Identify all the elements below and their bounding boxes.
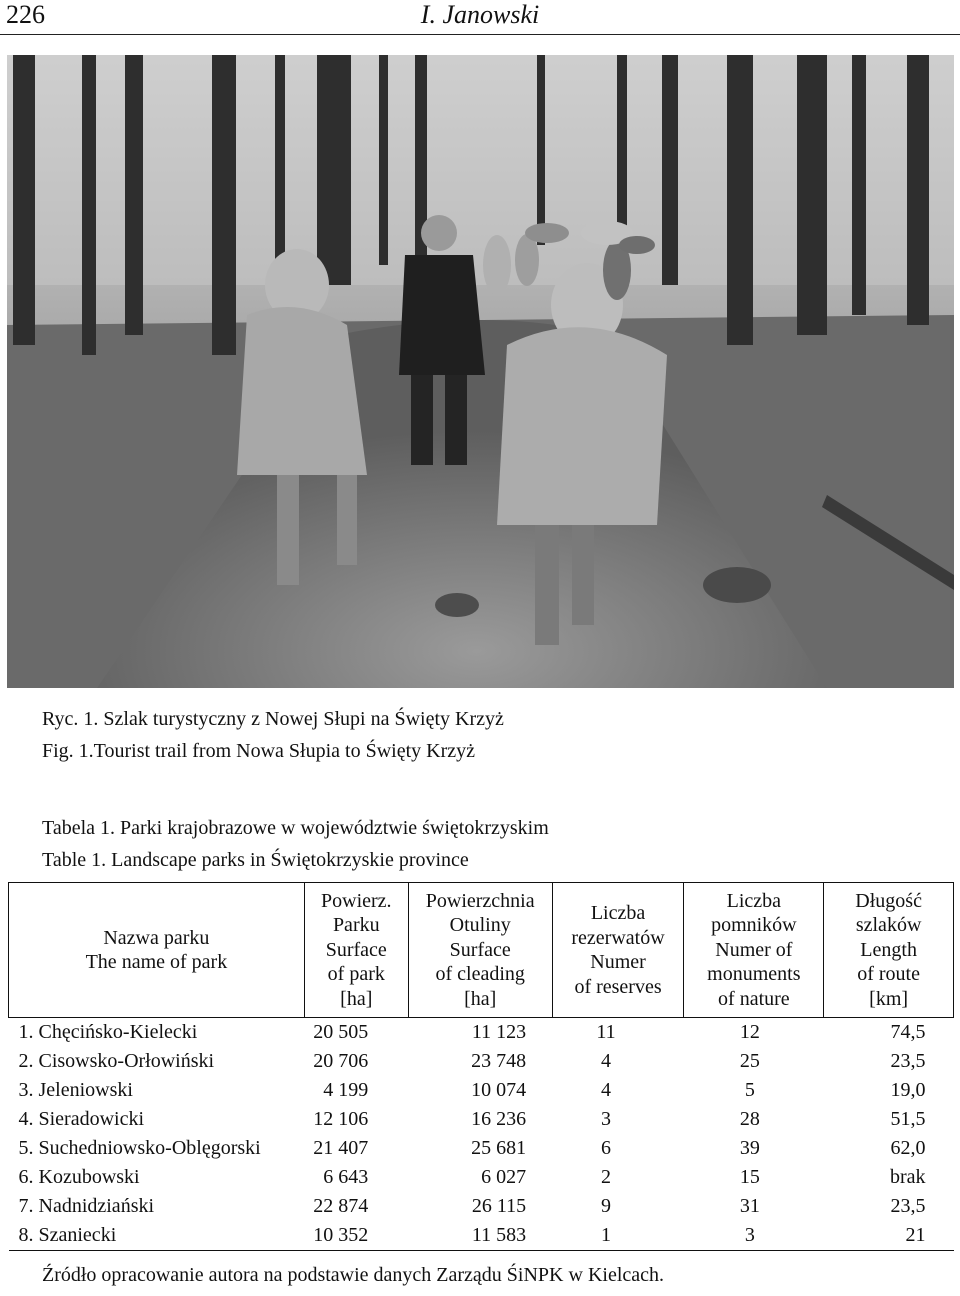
cell-monuments: 12	[739, 1021, 760, 1043]
cell-park-name: 1. Chęcińsko-Kielecki	[18, 1021, 198, 1043]
cell-monuments: 39	[739, 1137, 760, 1159]
cell-route-length: brak	[889, 1166, 926, 1188]
cell-reserves: 2	[601, 1166, 612, 1188]
cell-park-surface: 10 352	[304, 1221, 408, 1251]
cell-park-name: 4. Sieradowicki	[18, 1108, 145, 1130]
cell-park-surface: 21 407	[313, 1137, 369, 1159]
cell-park-name: 7. Nadnidziański	[18, 1195, 155, 1217]
cell-monuments: 15	[739, 1166, 760, 1188]
cell-monuments: 25	[739, 1050, 760, 1072]
cell-monuments: 3	[684, 1221, 824, 1251]
cell-park-surface: 6 643	[323, 1166, 369, 1188]
cell-park-name: 6. Kozubowski	[18, 1166, 140, 1188]
landscape-parks-table	[8, 882, 954, 1251]
table-title	[42, 812, 549, 876]
header-monuments: Liczba pomników Numer of monuments of nature	[684, 883, 824, 1018]
cell-route-length: 23,5	[890, 1195, 926, 1217]
cell-park-name: 8. Szaniecki	[9, 1221, 305, 1251]
cell-park-surface: 12 106	[313, 1108, 369, 1130]
table-row	[9, 1163, 954, 1192]
header-park-name: Nazwa parku The name of park	[9, 883, 305, 1018]
cell-buffer-surface: 11 123	[471, 1021, 527, 1043]
cell-reserves: 4	[601, 1079, 612, 1101]
header-route-length: Długość szlaków Length of route [km]	[824, 883, 954, 1018]
table-title-en: Table 1. Landscape parks in Świętokrzyskie province	[42, 849, 469, 871]
cell-buffer-surface: 10 074	[471, 1079, 527, 1101]
cell-route-length: 19,0	[890, 1079, 926, 1101]
table-row	[9, 1076, 954, 1105]
table-header-row	[9, 883, 954, 1018]
cell-buffer-surface: 16 236	[471, 1108, 527, 1130]
cell-route-length: 51,5	[890, 1108, 926, 1130]
running-title: I. Janowski	[420, 0, 540, 29]
table-row	[9, 1018, 954, 1048]
cell-route-length: 74,5	[890, 1021, 926, 1043]
cell-reserves: 11	[596, 1021, 616, 1043]
page-header	[0, 0, 960, 35]
cell-route-length: 62,0	[890, 1137, 926, 1159]
cell-monuments: 5	[744, 1079, 755, 1101]
cell-buffer-surface: 25 681	[471, 1137, 527, 1159]
header-reserves: Liczba rezerwatów Numer of reserves	[552, 883, 684, 1018]
cell-reserves: 9	[601, 1195, 612, 1217]
table-row	[9, 1221, 954, 1251]
header-park-surface: Powierz. Parku Surface of park [ha]	[304, 883, 408, 1018]
cell-park-surface: 20 505	[313, 1021, 369, 1043]
figure-caption	[42, 703, 504, 767]
table-row	[9, 1134, 954, 1163]
table-source-note: Źródło opracowanie autora na podstawie danych Zarządu ŚiNPK w Kielcach.	[42, 1264, 665, 1286]
cell-route-length: 23,5	[890, 1050, 926, 1072]
cell-monuments: 28	[739, 1108, 760, 1130]
cell-park-name: 3. Jeleniowski	[18, 1079, 133, 1101]
table-row	[9, 1105, 954, 1134]
table-row	[9, 1047, 954, 1076]
cell-route-length: 21	[824, 1221, 954, 1251]
cell-buffer-surface: 11 583	[408, 1221, 552, 1251]
cell-park-surface: 20 706	[313, 1050, 369, 1072]
hikers-forest-photo	[7, 55, 954, 688]
cell-park-name: 2. Cisowsko-Orłowiński	[18, 1050, 215, 1072]
cell-buffer-surface: 26 115	[471, 1195, 527, 1217]
cell-park-surface: 22 874	[313, 1195, 369, 1217]
cell-monuments: 31	[739, 1195, 760, 1217]
cell-reserves: 3	[601, 1108, 612, 1130]
cell-reserves: 1	[552, 1221, 684, 1251]
cell-reserves: 4	[601, 1050, 612, 1072]
page-number: 226	[6, 0, 45, 29]
cell-park-surface: 4 199	[323, 1079, 369, 1101]
cell-reserves: 6	[601, 1137, 612, 1159]
figure-caption-pl: Ryc. 1. Szlak turystyczny z Nowej Słupi na Święty Krzyż	[42, 708, 504, 730]
cell-buffer-surface: 23 748	[471, 1050, 527, 1072]
table-row	[9, 1192, 954, 1221]
cell-park-name: 5. Suchedniowsko-Oblęgorski	[18, 1137, 261, 1159]
figure-caption-en: Fig. 1.Tourist trail from Nowa Słupia to Święty Krzyż	[42, 740, 475, 762]
cell-buffer-surface: 6 027	[481, 1166, 527, 1188]
table-title-pl: Tabela 1. Parki krajobrazowe w województwie świętokrzyskim	[42, 817, 549, 839]
header-buffer-surface: Powierzchnia Otuliny Surface of cleading [ha]	[408, 883, 552, 1018]
